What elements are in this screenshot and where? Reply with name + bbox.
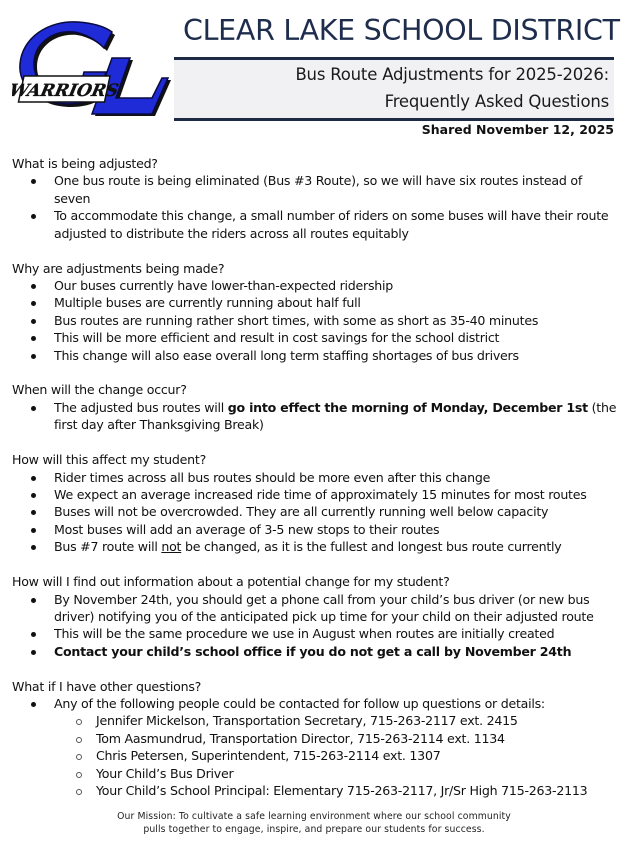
subtitle-line-1: Bus Route Adjustments for 2025-2026: bbox=[295, 65, 609, 84]
bullet-text: The adjusted bus routes will bbox=[54, 399, 228, 415]
shared-date: Shared November 12, 2025 bbox=[421, 122, 614, 137]
answer-bullet: This will be the same procedure we use in August when routes are initially created bbox=[54, 625, 618, 642]
svg-text:WARRIORS: WARRIORS bbox=[12, 81, 121, 101]
faq-section-find-out bbox=[12, 573, 618, 660]
bullet-text: Bus #7 route will bbox=[54, 539, 162, 555]
faq-section-other-questions bbox=[12, 678, 618, 800]
answer-bullet bbox=[54, 695, 618, 799]
bullet-text: be changed, as it is the fullest and longest bus route currently bbox=[181, 539, 562, 555]
contact-item: Jennifer Mickelson, Transportation Secretary, 715-263-2117 ext. 2415 bbox=[96, 712, 618, 729]
contact-item: Tom Aasmundrud, Transportation Director, 715-263-2114 ext. 1134 bbox=[96, 730, 618, 747]
answer-bullet: Multiple buses are currently running about half full bbox=[54, 294, 618, 311]
contact-item: Your Child’s School Principal: Elementary 715-263-2117, Jr/Sr High 715-263-2113 bbox=[96, 782, 618, 799]
bullet-text: Any of the following people could be contacted for follow up questions or details: bbox=[54, 696, 545, 712]
faq-question: What is being adjusted? bbox=[12, 156, 158, 171]
faq-content bbox=[12, 155, 618, 817]
mission-statement bbox=[0, 810, 628, 836]
answer-bullet-emphasis: Contact your child’s school office if you do not get a call by November 24th bbox=[54, 643, 618, 660]
contact-item: Chris Petersen, Superintendent, 715-263-2114 ext. 1307 bbox=[96, 747, 618, 764]
answer-bullet: This will be more efficient and result in cost savings for the school district bbox=[54, 329, 618, 346]
faq-section-what bbox=[12, 155, 618, 242]
contact-list bbox=[54, 712, 618, 799]
underlined-not: not bbox=[161, 539, 182, 555]
bullet-text: (the first day after Thanksgiving Break) bbox=[54, 399, 617, 433]
answer-bullet: To accommodate this change, a small number of riders on some buses will have their route adjusted to distribute the riders across all routes equitably bbox=[54, 207, 618, 242]
answer-list bbox=[12, 277, 618, 364]
answer-list bbox=[12, 695, 618, 799]
faq-question: How will I find out information about a potential change for my student? bbox=[12, 574, 450, 590]
mission-line-2: pulls together to engage, inspire, and prepare our students for success. bbox=[143, 824, 485, 835]
warriors-gl-logo-icon bbox=[12, 18, 172, 116]
district-logo bbox=[12, 18, 172, 116]
district-title: CLEAR LAKE SCHOOL DISTRICT bbox=[183, 14, 620, 47]
answer-bullet: Buses will not be overcrowded. They are all currently running well below capacity bbox=[54, 503, 618, 520]
subtitle-band bbox=[174, 57, 614, 121]
faq-section-why bbox=[12, 260, 618, 364]
faq-question: How will this affect my student? bbox=[12, 452, 207, 468]
faq-question: What if I have other questions? bbox=[12, 678, 202, 694]
answer-bullet: Rider times across all bus routes should be more even after this change bbox=[54, 469, 618, 486]
subtitle-line-2: Frequently Asked Questions bbox=[384, 92, 609, 111]
answer-bullet: Our buses currently have lower-than-expected ridership bbox=[54, 277, 618, 294]
answer-bullet: Bus routes are running rather short times, with some as short as 35-40 minutes bbox=[54, 312, 618, 329]
faq-question: When will the change occur? bbox=[12, 382, 187, 398]
mission-line-1: Our Mission: To cultivate a safe learning environment where our school community bbox=[117, 811, 511, 822]
answer-list bbox=[12, 591, 618, 661]
answer-bullet bbox=[54, 538, 618, 555]
faq-section-when bbox=[12, 381, 618, 433]
answer-bullet: Most buses will add an average of 3-5 new stops to their routes bbox=[54, 521, 618, 538]
faq-section-affect bbox=[12, 451, 618, 555]
effective-date-emphasis: go into effect the morning of Monday, December 1st bbox=[227, 399, 588, 415]
answer-bullet: By November 24th, you should get a phone call from your child’s bus driver (or new bus driver) notifying you of the anticipated pick up time for your child on their adjusted route bbox=[54, 591, 618, 626]
answer-bullet: This change will also ease overall long term staffing shortages of bus drivers bbox=[54, 347, 618, 364]
answer-list bbox=[12, 399, 618, 434]
answer-bullet: One bus route is being eliminated (Bus #3 Route), so we will have six routes instead of seven bbox=[54, 172, 618, 207]
answer-bullet: We expect an average increased ride time of approximately 15 minutes for most routes bbox=[54, 486, 618, 503]
faq-question: Why are adjustments being made? bbox=[12, 260, 225, 276]
answer-list bbox=[12, 469, 618, 556]
answer-list bbox=[12, 172, 618, 242]
contact-item: Your Child’s Bus Driver bbox=[96, 765, 618, 782]
answer-bullet bbox=[54, 399, 618, 434]
